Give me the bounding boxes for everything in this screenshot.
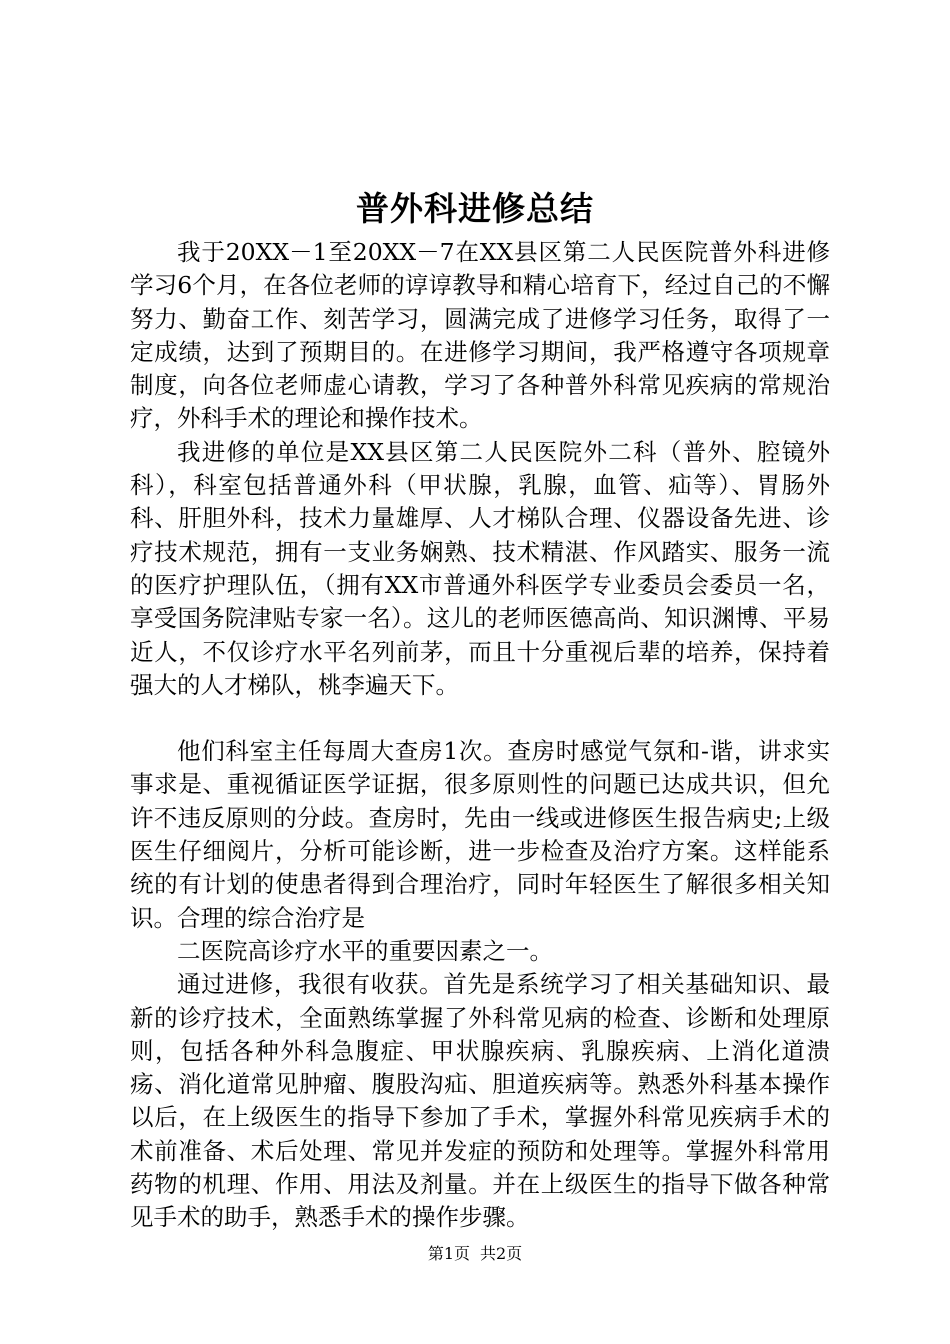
document-title: 普外科进修总结 bbox=[356, 189, 594, 228]
page-footer bbox=[0, 1243, 950, 1265]
page-number: 第1页 bbox=[427, 1244, 470, 1263]
document-body bbox=[130, 236, 830, 1235]
paragraph-intro: 我于20XX－1至20XX－7在XX县区第二人民医院普外科进修学习6个月，在各位老师的谆谆教导和精心培育下，经过自己的不懈努力、勤奋工作、刻苦学习，圆满完成了进修学习任务，取得了一定成绩，达到了预期目的。在进修学习期间，我严格遵守各项规章制度，向各位老师虚心请教，学习了各种普外科常见疾病的常规治疗，外科手术的理论和操作技术。 bbox=[130, 238, 830, 433]
paragraph-unit: 我进修的单位是XX县区第二人民医院外二科（普外、腔镜外科），科室包括普通外科（甲状腺，乳腺，血管、疝等）、胃肠外科、肝胆外科，技术力量雄厚、人才梯队合理、仪器设备先进、诊疗技术规范，拥有一支业务娴熟、技术精湛、作风踏实、服务一流的医疗护理队伍，（拥有XX市普通外科医学专业委员会委员一名，享受国务院津贴专家一名）。这儿的老师医德高尚、知识渊博、平易近人，不仅诊疗水平名列前茅，而且十分重视后辈的培养，保持着强大的人才梯队，桃李遍天下。 bbox=[130, 437, 830, 699]
paragraph-gains: 通过进修，我很有收获。首先是系统学习了相关基础知识、最新的诊疗技术，全面熟练掌握了外科常见病的检查、诊断和处理原则，包括各种外科急腹症、甲状腺疾病、乳腺疾病、上消化道溃疡、消化道常见肿瘤、腹股沟疝、胆道疾病等。熟悉外科基本操作以后，在上级医生的指导下参加了手术，掌握外科常见疾病手术的术前准备、术后处理、常见并发症的预防和处理等。掌握外科常用药物的机理、作用、用法及剂量。并在上级医生的指导下做各种常见手术的助手，熟悉手术的操作步骤。 bbox=[130, 970, 830, 1232]
paragraph-rounds: 他们科室主任每周大查房1次。查房时感觉气氛和-谐，讲求实事求是、重视循证医学证据，很多原则性的问题已达成共识，但允许不违反原则的分歧。查房时，先由一线或进修医生报告病史;上级医生仔细阅片，分析可能诊断，进一步检查及治疗方案。这样能系统的有计划的使患者得到合理治疗，同时年轻医生了解很多相关知识。合理的综合治疗是 bbox=[130, 737, 830, 932]
page-total: 共2页 bbox=[480, 1244, 523, 1263]
paragraph-rounds-end: 二医院高诊疗水平的重要因素之一。 bbox=[177, 936, 553, 965]
